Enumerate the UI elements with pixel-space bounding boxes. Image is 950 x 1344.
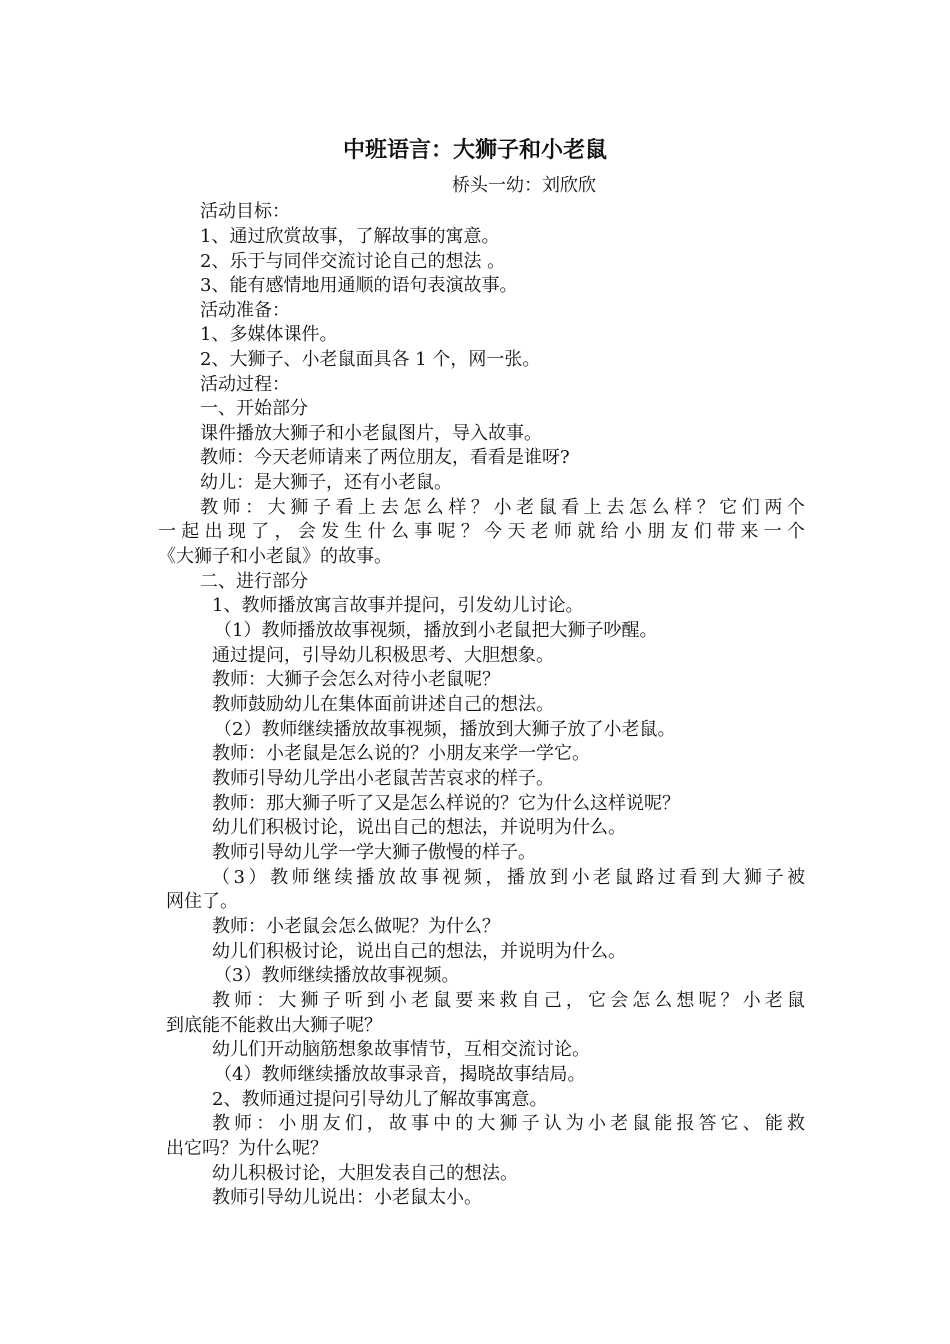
paragraph-line: 1、通过欣赏故事，了解故事的寓意。 xyxy=(200,226,500,247)
paragraph-line: 幼儿：是大狮子，还有小老鼠。 xyxy=(200,472,452,493)
paragraph-line: 教师：小老鼠是怎么说的？小朋友来学一学它。 xyxy=(212,743,590,764)
paragraph-line: 教师：那大狮子听了又是怎么样说的？它为什么这样说呢？ xyxy=(212,793,680,814)
section-heading-process: 活动过程： xyxy=(200,374,290,395)
section-heading-preparation: 活动准备： xyxy=(200,300,290,321)
paragraph-line: 教师：大狮子看上去怎么样？小老鼠看上去怎么样？它们两个 xyxy=(200,497,805,518)
paragraph-line: （3）教师继续播放故事视频。 xyxy=(214,965,460,986)
paragraph-line: 到底能不能救出大狮子呢？ xyxy=(166,1015,382,1036)
paragraph-line: 2、教师通过提问引导幼儿了解故事寓意。 xyxy=(212,1089,548,1110)
paragraph-line: 网住了。 xyxy=(166,891,238,912)
paragraph-line: （3）教师继续播放故事视频，播放到小老鼠路过看到大狮子被 xyxy=(212,867,805,888)
paragraph-line: 3、能有感情地用通顺的语句表演故事。 xyxy=(200,275,518,296)
paragraph-line: 教师：今天老师请来了两位朋友，看看是谁呀? xyxy=(200,447,570,468)
paragraph-line: 2、大狮子、小老鼠面具各 1 个，网一张。 xyxy=(200,349,541,370)
paragraph-line: 幼儿们开动脑筋想象故事情节，互相交流讨论。 xyxy=(212,1039,590,1060)
paragraph-line: （4）教师继续播放故事录音，揭晓故事结局。 xyxy=(214,1064,586,1085)
paragraph-line: 一起出现了，会发生什么事呢？今天老师就给小朋友们带来一个 xyxy=(158,521,805,542)
paragraph-line: 1、多媒体课件。 xyxy=(200,324,338,345)
paragraph-line: 教师：小朋友们，故事中的大狮子认为小老鼠能报答它、能救 xyxy=(212,1113,805,1134)
paragraph-line: （1）教师播放故事视频，播放到小老鼠把大狮子吵醒。 xyxy=(214,620,658,641)
paragraph-line: 教师：大狮子听到小老鼠要来救自己，它会怎么想呢？小老鼠 xyxy=(212,990,805,1011)
paragraph-line: 教师引导幼儿学一学大狮子傲慢的样子。 xyxy=(212,842,536,863)
paragraph-line: 幼儿积极讨论，大胆发表自己的想法。 xyxy=(212,1163,518,1184)
section-heading-goals: 活动目标： xyxy=(200,201,290,222)
paragraph-line: 教师：大狮子会怎么对待小老鼠呢？ xyxy=(212,669,500,690)
document-author: 桥头一幼：刘欣欣 xyxy=(452,175,596,196)
paragraph-line: （2）教师继续播放故事视频，播放到大狮子放了小老鼠。 xyxy=(214,719,676,740)
paragraph-line: 教师引导幼儿说出：小老鼠太小。 xyxy=(212,1187,482,1208)
paragraph-line: 2、乐于与同伴交流讨论自己的想法 。 xyxy=(200,251,506,272)
paragraph-line: 二、进行部分 xyxy=(200,571,308,592)
paragraph-line: 课件播放大狮子和小老鼠图片，导入故事。 xyxy=(200,423,542,444)
paragraph-line: 出它吗？为什么呢？ xyxy=(166,1138,328,1159)
document-title: 中班语言：大狮子和小老鼠 xyxy=(342,137,607,163)
paragraph-line: 幼儿们积极讨论，说出自己的想法，并说明为什么。 xyxy=(212,941,626,962)
paragraph-line: 一、开始部分 xyxy=(200,398,308,419)
paragraph-line: 教师鼓励幼儿在集体面前讲述自己的想法。 xyxy=(212,694,554,715)
paragraph-line: 教师引导幼儿学出小老鼠苦苦哀求的样子。 xyxy=(212,768,554,789)
paragraph-line: 通过提问，引导幼儿积极思考、大胆想象。 xyxy=(212,645,554,666)
paragraph-line: 幼儿们积极讨论，说出自己的想法，并说明为什么。 xyxy=(212,817,626,838)
paragraph-line: 教师：小老鼠会怎么做呢？为什么？ xyxy=(212,916,500,937)
paragraph-line: 《大狮子和小老鼠》的故事。 xyxy=(158,546,392,567)
paragraph-line: 1、教师播放寓言故事并提问，引发幼儿讨论。 xyxy=(212,595,584,616)
